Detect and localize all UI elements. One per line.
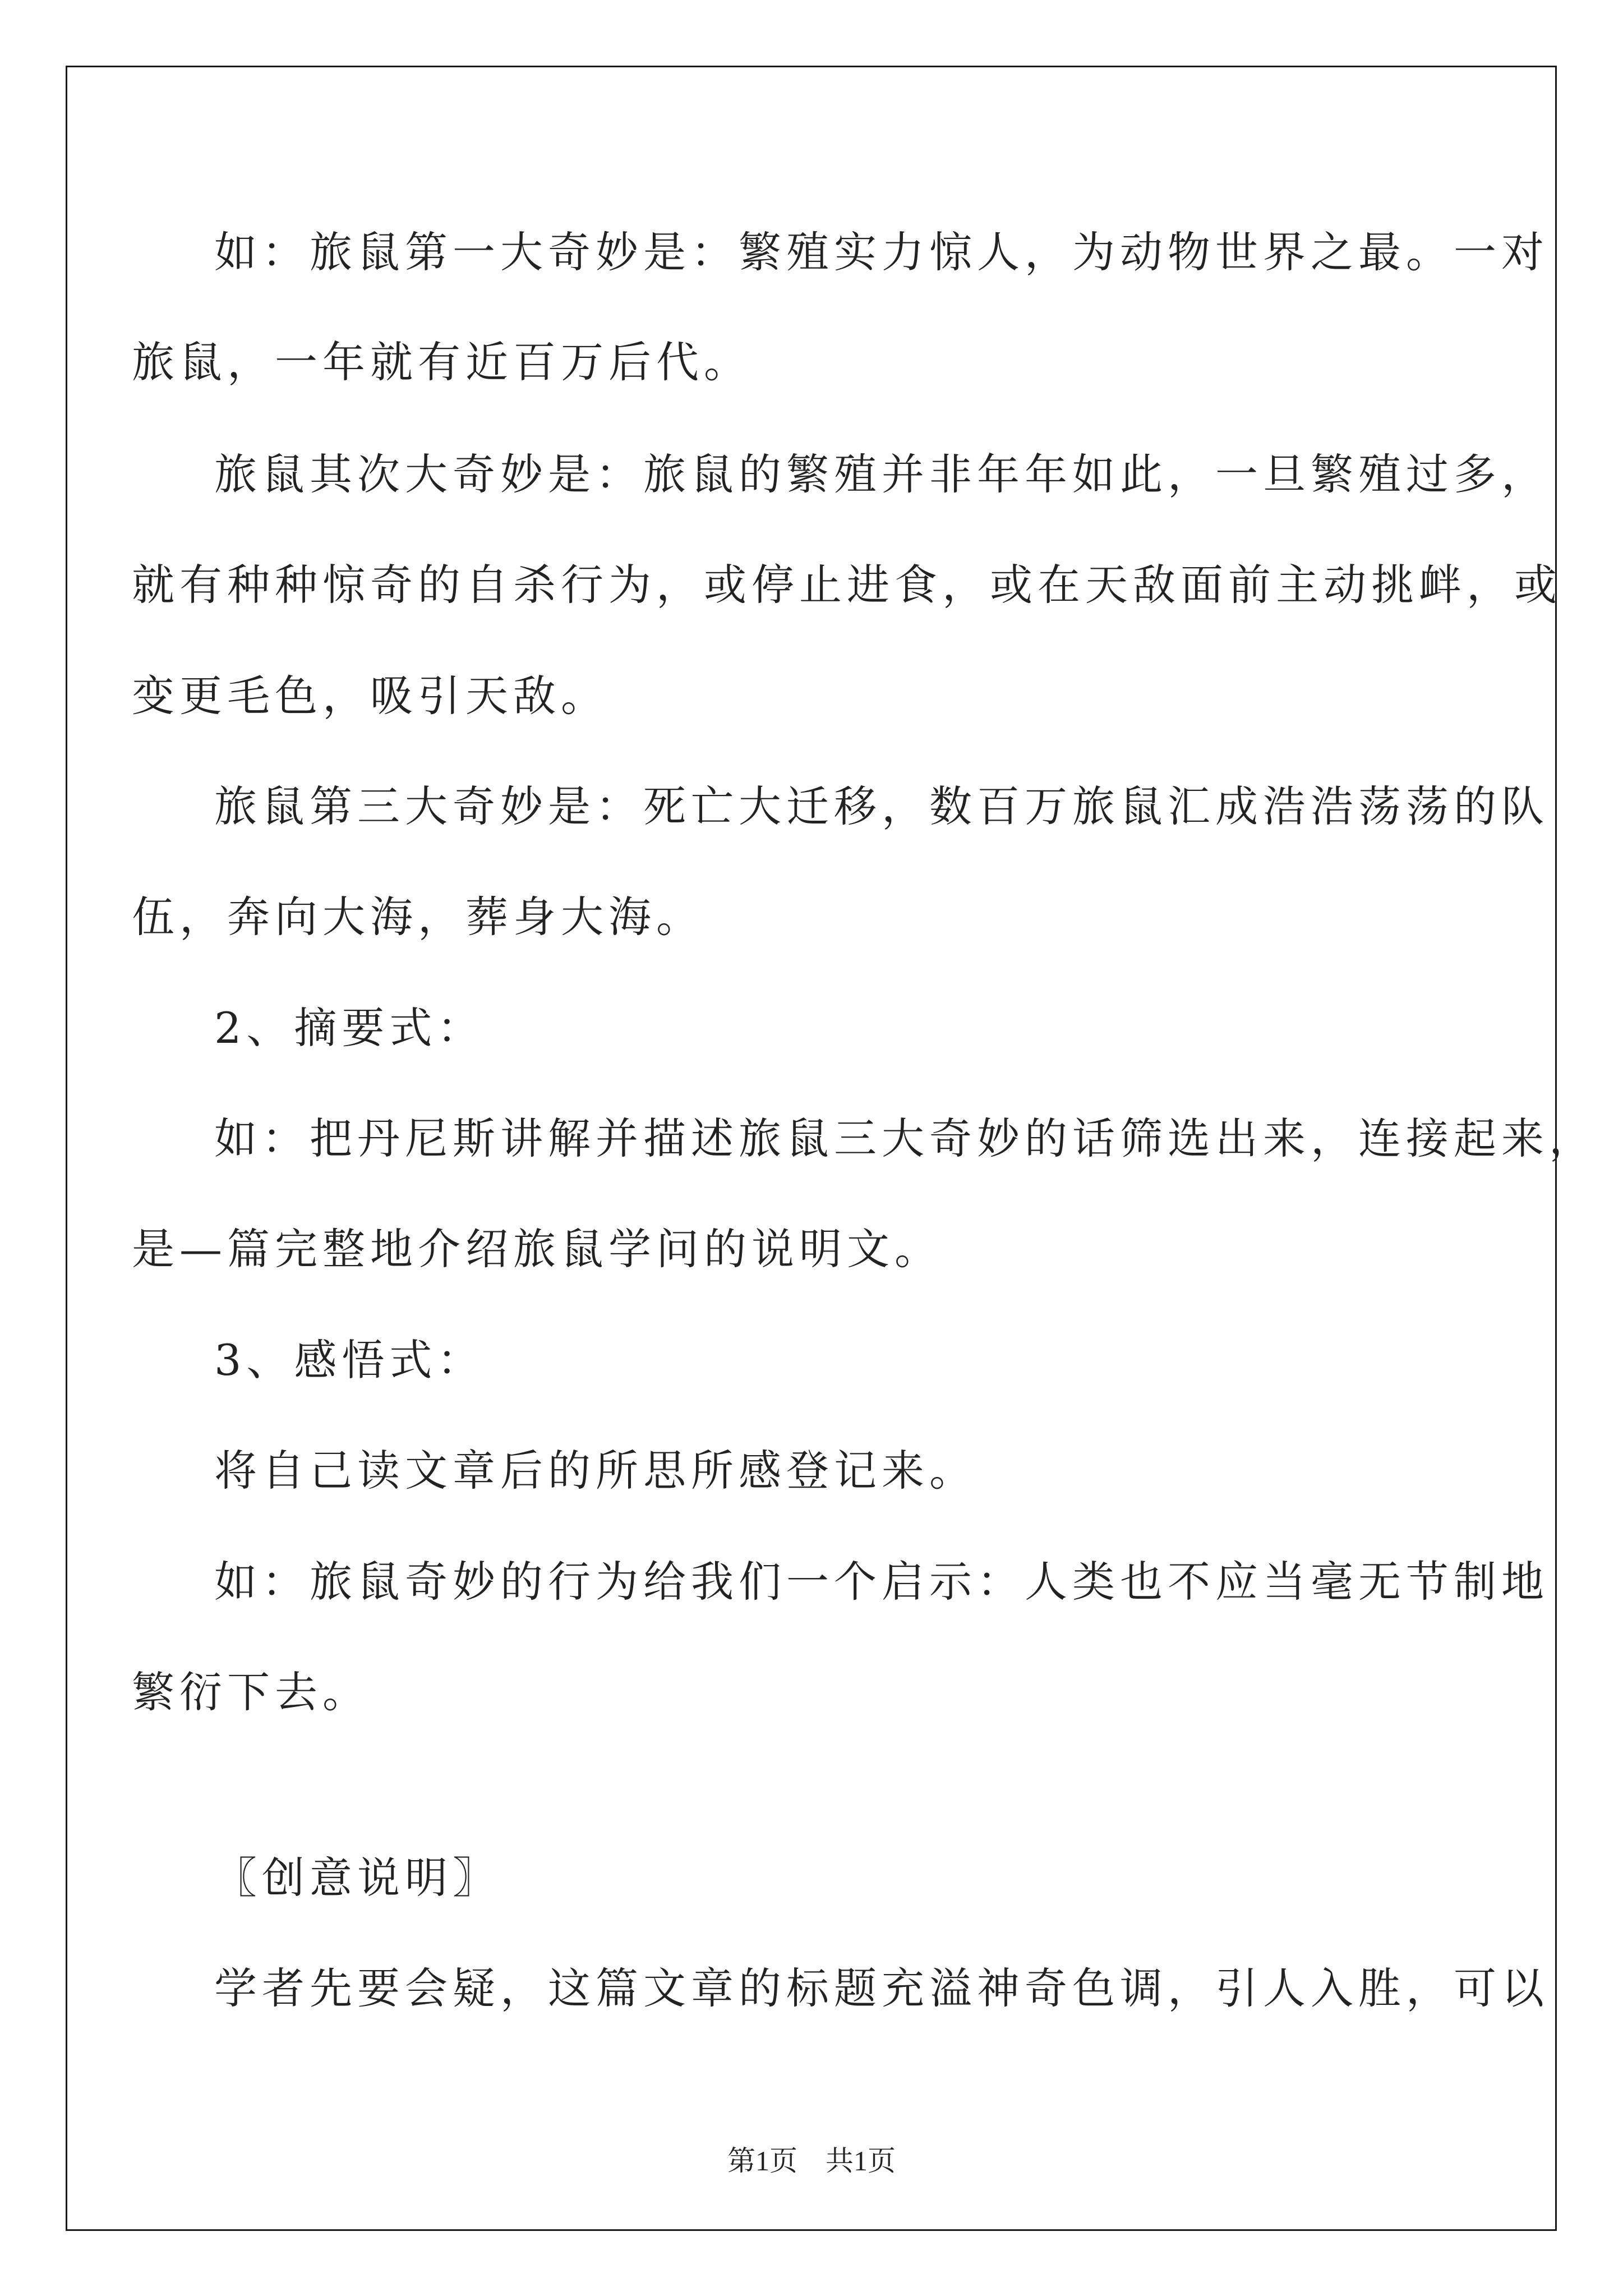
paragraph-line: 如：旅鼠第一大奇妙是：繁殖实力惊人，为动物世界之最。一对 <box>214 227 1549 277</box>
page-number: 第1页 <box>727 2145 797 2177</box>
paragraph-line: 如：旅鼠奇妙的行为给我们一个启示：人类也不应当毫无节制地 <box>214 1557 1549 1607</box>
paragraph-line: 繁衍下去。 <box>132 1667 370 1717</box>
paragraph-line: 将自己读文章后的所思所感登记来。 <box>214 1446 977 1496</box>
paragraph-line: 变更毛色，吸引天敌。 <box>132 671 608 721</box>
paragraph-line: 旅鼠第三大奇妙是：死亡大迁移，数百万旅鼠汇成浩浩荡荡的队 <box>214 781 1549 831</box>
section-heading: 2、摘要式： <box>214 1003 485 1053</box>
paragraph-line: 旅鼠其次大奇妙是：旅鼠的繁殖并非年年如此，一旦繁殖过多， <box>214 449 1549 499</box>
paragraph-line: 是—篇完整地介绍旅鼠学问的说明文。 <box>132 1224 942 1274</box>
paragraph-line: 就有种种惊奇的自杀行为，或停止进食，或在天敌面前主动挑衅，或 <box>132 560 1562 610</box>
paragraph-line: 旅鼠，一年就有近百万后代。 <box>132 337 751 387</box>
paragraph-line: 如：把丹尼斯讲解并描述旅鼠三大奇妙的话筛选出来，连接起来， <box>214 1114 1597 1163</box>
paragraph-line: 伍，奔向大海，葬身大海。 <box>132 892 704 942</box>
page-footer <box>0 2147 1623 2175</box>
total-pages: 共1页 <box>826 2145 896 2177</box>
section-heading: 〖创意说明〗 <box>214 1853 500 1903</box>
section-heading: 3、感悟式： <box>214 1335 485 1385</box>
paragraph-line: 学者先要会疑，这篇文章的标题充溢神奇色调，引人入胜，可以 <box>214 1963 1549 2013</box>
